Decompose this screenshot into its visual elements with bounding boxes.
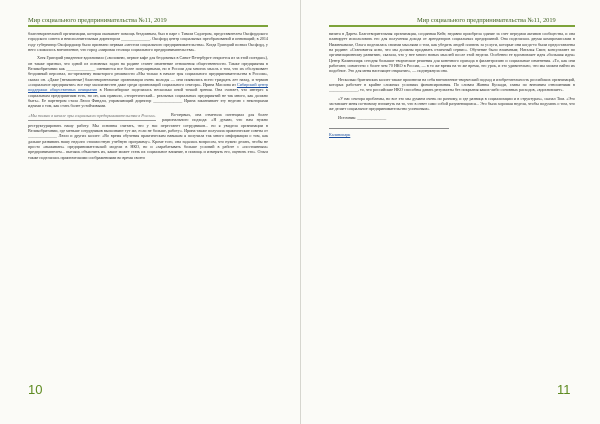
- pull-quote-rule: [28, 120, 156, 121]
- page-number: 10: [28, 382, 43, 397]
- footnote-rule: [329, 128, 449, 129]
- text-column: [329, 31, 575, 138]
- paragraph: «У нас сектора проблемы, но все это мы думаем очень по разному, и где разница в социализации и в структурах», сказал Тим. «Это заставляет меня по-новому взглянуть на то, что в ответ само собой разумеющимся... Это была хорошая неделя, чтобы подумать о том, что же делает социальное предпринимательство успешным».: [329, 95, 575, 112]
- running-header: Мир социального предпринимательства №11, 2019: [28, 17, 167, 24]
- running-header: Мир социального предпринимательства №11, 2019: [417, 17, 556, 24]
- paragraph: Хотя Григорий увиденное вдохновило («вспомню, первое кафе для бездомных в Санкт-Петербурге откроется из за этой поездки»), он также признал, что одной из основных задач на родине станет изменение отношения общественности. Также предприятия в Великобритании как ______________ сменяются все более популярными, но в России для многих мысль о том, что их обслуживает бездомный персонал, по-прежнему никоторого решимости «Мы только в начале эры социального предпринимательства в России», сказал он. «Даже [незаконные] благотворительные организации очень молоды — они появились всего тридцать лет назад, и термин «социальное предприятие» все еще малоизвестен даже среди организаций социального сектора». Ирина Маслова из Сибирский центр поддержки общественных инициатив в Новосибирске поделилась несколько иной точкой зрения. Она считает, что интерес к социальным предприятиям есть, но он, как правило, «теоретический... реальных социальных предприятий не так много, как должно быть». Ее партнером стала Люси Финдли, управляющий директор ______________ Ирина заканчивает эту неделю с некоторыми идеями о том, как стать более устойчивыми.: [28, 55, 269, 109]
- paragraph: визита в Дарем. Благотворительная организация, созданная Кейт, недавно приобрела здание за счет передачи активов сообщества, и она планирует использовать его для получения дохода от арендаторов социальных предприятий. Она поделилась двумя компромиссами в Нижнекамске, Ольга поделилась своими мыслями о том, как убедить людей платить за услуги, которые они когда-то были предоставлены на родине: «Становится ясно, что мы должны продавать отличный сервис». Обучение было взаимным; Наталья Смит, консультант по организационному развитию, сказала, что у нее много новых мыслей после этой недели. Особенно ее вдохновляет идея «большая идея» Центр Калинопарк сегодня большие творческие решения для конечного прихода в филантропию и социальные изменения. «То, как они работают, совместно с более чем 70 НКО в России, — в то же время на то же время, это урок, и это удивительно, что мы можем найти их подобное. Это для меня настоящее открытие», — подчеркнула она.: [329, 31, 575, 74]
- header-rule: [28, 25, 268, 27]
- pull-quote: [28, 113, 156, 121]
- paragraph: Во-первых, она отметила потенциал для более рационального подхода: «Я думаю, что нам нужно реструктурировать нашу работу. Мы основны считать, что у нас перестанет сотрудников... но я увидела организации в Великобритании, где меньше сотрудников выполняют тут же, если не больше, работу». Ирина также получила практические советы от ______________ Люси и других коллег: «Во время обучения практическим навыкам я получила так много информации о том, как дальше развивать нашу недолго стоимостную учебную программу». Кроме того, она задалась вопросом, что нужно делать, чтобы не просто «выживать» предпринимательской модели в НКО, но и «зарабатывать больше условий в работе с «постоянным» предпринимателем... пытаясь объяснить их, какие может стать их социальное влияние, в помощь и измерять его, оценить это». Ольга также поделилась практическими соображениями во время своего: [28, 111, 268, 160]
- right-page: [300, 0, 600, 424]
- siberian-center-link[interactable]: Сибирский центр поддержки общественных инициатив: [28, 82, 269, 93]
- paragraph: благотворительной организации, которая оказывает помощь бездомным, был в паре с Тимом Садлером, представителем Оксфордского городского совета и неисполнительным директором ______________. Оксфорд центр социальных преобразований и инноваций; в 2014 году губернатор Оксфордшир было признано первым «местом социального предпринимательства». Когда Григорий позвал Оксфорд, у него сложилось впечатление, что город «мировая столица социального предпринимательства».: [28, 31, 268, 53]
- text-column: [28, 31, 268, 160]
- page-number: 11: [557, 382, 571, 397]
- calinopark-link[interactable]: Калинопарк: [329, 132, 351, 138]
- pull-quote-text: «Мы только в начале эры социального предпринимательства в России»: [28, 112, 156, 118]
- header-rule: [329, 25, 575, 27]
- source-line: Источник: ______________: [338, 114, 387, 120]
- paragraph: Несколько британских коллег также произвели на себя впечатление творческий подход и изобретательность российских организаций, которых работает в крайне сложных условиях финансирования. По словам Жанны Кускади, главы по внешним отношениям в ______________, то, что российские НКО способны давать результаты без покрытия каких-либо основных расходов, «вдохновляет».: [329, 76, 576, 93]
